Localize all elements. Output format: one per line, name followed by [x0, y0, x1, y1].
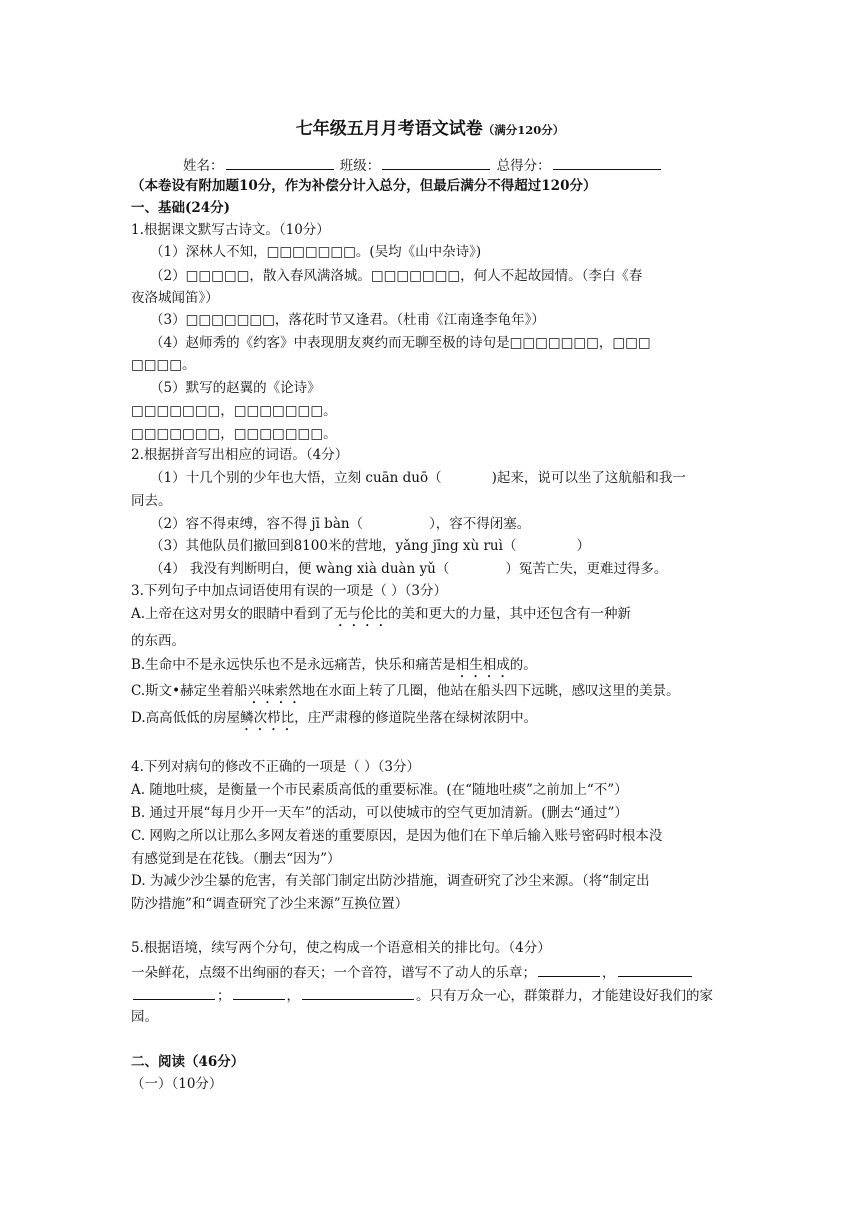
q5-blank-1[interactable] [538, 962, 600, 977]
q5-conclusion: 。只有万众一心，群策群力，才能建设好我们的家 [416, 988, 713, 1004]
q3-title: 3.下列句子中加点词语使用有误的一项是（ ）（3分） [131, 583, 448, 599]
q4-option-d-line1: D. 为减少沙尘暴的危害，有关部门制定出防沙措施，调查研究了沙尘来源。（将“制定出 [131, 873, 650, 889]
total-score-label: 总得分： [496, 158, 551, 174]
q3-option-a-line2: 的东西。 [131, 633, 185, 649]
q3-c-dotted-word: 兴味索然 [247, 683, 302, 699]
q5-prompt: 一朵鲜花，点缀不出绚丽的春天；一个音符，谱写不了动人的乐章； [131, 965, 536, 981]
q3-a-dotted-word: 无与伦比 [334, 606, 389, 622]
q5-blank-5[interactable] [302, 985, 414, 1000]
q3-d-text: D.高高低低的房屋 [131, 710, 241, 726]
q3-d-text-end: ，庄严肃穆的修道院坐落在绿树浓阴中。 [294, 710, 538, 726]
q1-item2-line1: （2）□□□□□，散入春风满洛城。□□□□□□□，何人不起故园情。（李白《春 [150, 268, 643, 284]
q1-item4-line1: （4）赵师秀的《约客》中表现朋友爽约而无聊至极的诗句是□□□□□□□，□□□ [150, 335, 651, 351]
q3-b-text-end: 的。 [509, 657, 537, 673]
q3-b-text: B.生命中不是永远快乐也不是永远痛苦，快乐和痛苦是 [131, 657, 456, 673]
q2-item1-prompt: （1）十几个别的少年也大悟，立刻 cuān duō（ [150, 470, 442, 486]
q3-option-c [131, 682, 680, 707]
name-label: 姓名： [183, 158, 224, 174]
q4-option-a: A. 随地吐痰，是衡量一个市民素质高低的重要标准。(在“随地吐痰”之前加上“不”） [131, 782, 628, 798]
q3-c-text: C.斯文•赫定坐着船 [131, 683, 248, 699]
q3-c-text-end: 地在水面上转了几圈，他站在船头四下远眺，感叹这里的美景。 [301, 683, 680, 699]
q3-option-b [131, 656, 537, 681]
q2-item1-rest: )起来，说可以坐了这航船和我一 [491, 470, 686, 486]
q3-a-text: A.上帝在这对男女的眼睛中看到了 [131, 606, 335, 622]
section1-heading: 一、基础(24分) [131, 200, 231, 216]
q1-item5-line2: □□□□□□□，□□□□□□□。 [131, 426, 337, 442]
q2-item1-line2: 同去。 [131, 493, 172, 509]
q2-title: 2.根据拼音写出相应的词语。（4分） [131, 447, 349, 463]
q2-item3-rest: ） [576, 538, 590, 554]
section2-sub: （一）（10分） [131, 1076, 223, 1092]
page-title [0, 120, 860, 139]
q3-option-d [131, 709, 537, 734]
q2-item1 [150, 469, 686, 487]
name-field[interactable] [226, 155, 334, 170]
q2-item4 [150, 560, 667, 578]
q1-title: 1.根据课文默写古诗文。（10分） [131, 222, 330, 238]
title-sub: （满分120分） [482, 123, 565, 137]
section2-heading: 二、阅读（46分） [131, 1054, 245, 1070]
exam-note: （本卷设有附加题10分，作为补偿分计入总分，但最后满分不得超过120分） [131, 178, 597, 194]
q5-blank-2[interactable] [618, 962, 692, 977]
q3-option-a [131, 605, 631, 630]
q2-item2-prompt: （2）容不得束缚，容不得 jī bàn（ [150, 516, 364, 532]
q2-item2-rest: ），容不得闭塞。 [429, 516, 531, 532]
class-label: 班级： [339, 158, 381, 174]
q3-d-dotted-word: 鳞次栉比 [240, 710, 295, 726]
q5-semicolon: ； [217, 988, 231, 1004]
q5-comma-2: ， [286, 988, 300, 1004]
q4-option-b: B. 通过开展“每月少开一天车”的活动，可以使城市的空气更加清新。(删去“通过”） [131, 805, 628, 821]
q1-item5-title: （5）默写的赵翼的《论诗》 [150, 380, 321, 396]
q5-title: 5.根据语境，续写两个分句，使之构成一个语意相关的排比句。（4分） [131, 940, 551, 956]
q4-option-d-line2: 防沙措施”和“调查研究了沙尘来源”互换位置） [131, 896, 409, 912]
q5-blank-3[interactable] [133, 985, 215, 1000]
q5-comma: ， [602, 965, 616, 981]
q1-item5-line1: □□□□□□□，□□□□□□□。 [131, 403, 337, 419]
q3-a-text-end: 的美和更大的力量，其中还包含有一种新 [388, 606, 632, 622]
total-score-field[interactable] [553, 155, 661, 170]
class-field[interactable] [382, 155, 490, 170]
student-info-row [183, 155, 663, 175]
q1-item1: （1）深林人不知，□□□□□□□。(吴均《山中杂诗》) [150, 244, 482, 260]
title-main: 七年级五月月考语文试卷 [295, 119, 483, 139]
q4-option-c-line1: C. 网购之所以让那么多网友着迷的重要原因，是因为他们在下单后输入账号密码时根本没 [131, 828, 663, 844]
q1-item4-line2: □□□□。 [131, 357, 196, 373]
q5-blank-4[interactable] [233, 985, 285, 1000]
q1-item2-line2: 夜洛城闻笛》） [131, 290, 219, 306]
q2-item4-prompt: （4） 我没有判断明白，便 wàng xià duàn yǔ（ [150, 561, 450, 577]
q4-title: 4.下列对病句的修改不正确的一项是（ ）（3分） [131, 759, 421, 775]
q2-item4-rest: ）冤苦亡失，更难过得多。 [505, 561, 668, 577]
q2-item2 [150, 515, 530, 533]
q1-item3: （3）□□□□□□□，落花时节又逢君。（杜甫《江南逢李龟年》） [150, 312, 545, 328]
q2-item3 [150, 537, 590, 555]
q5-line3: 园。 [131, 1009, 158, 1025]
q4-option-c-line2: 有感觉到是在花钱。（删去“因为”） [131, 851, 341, 867]
q5-line1 [131, 962, 694, 982]
q3-b-dotted-word: 相生相成 [455, 657, 510, 673]
q5-line2 [131, 985, 713, 1005]
q2-item3-prompt: （3）其他队员们撤回到8100米的营地，yǎng jīng xù ruì（ [150, 538, 517, 554]
